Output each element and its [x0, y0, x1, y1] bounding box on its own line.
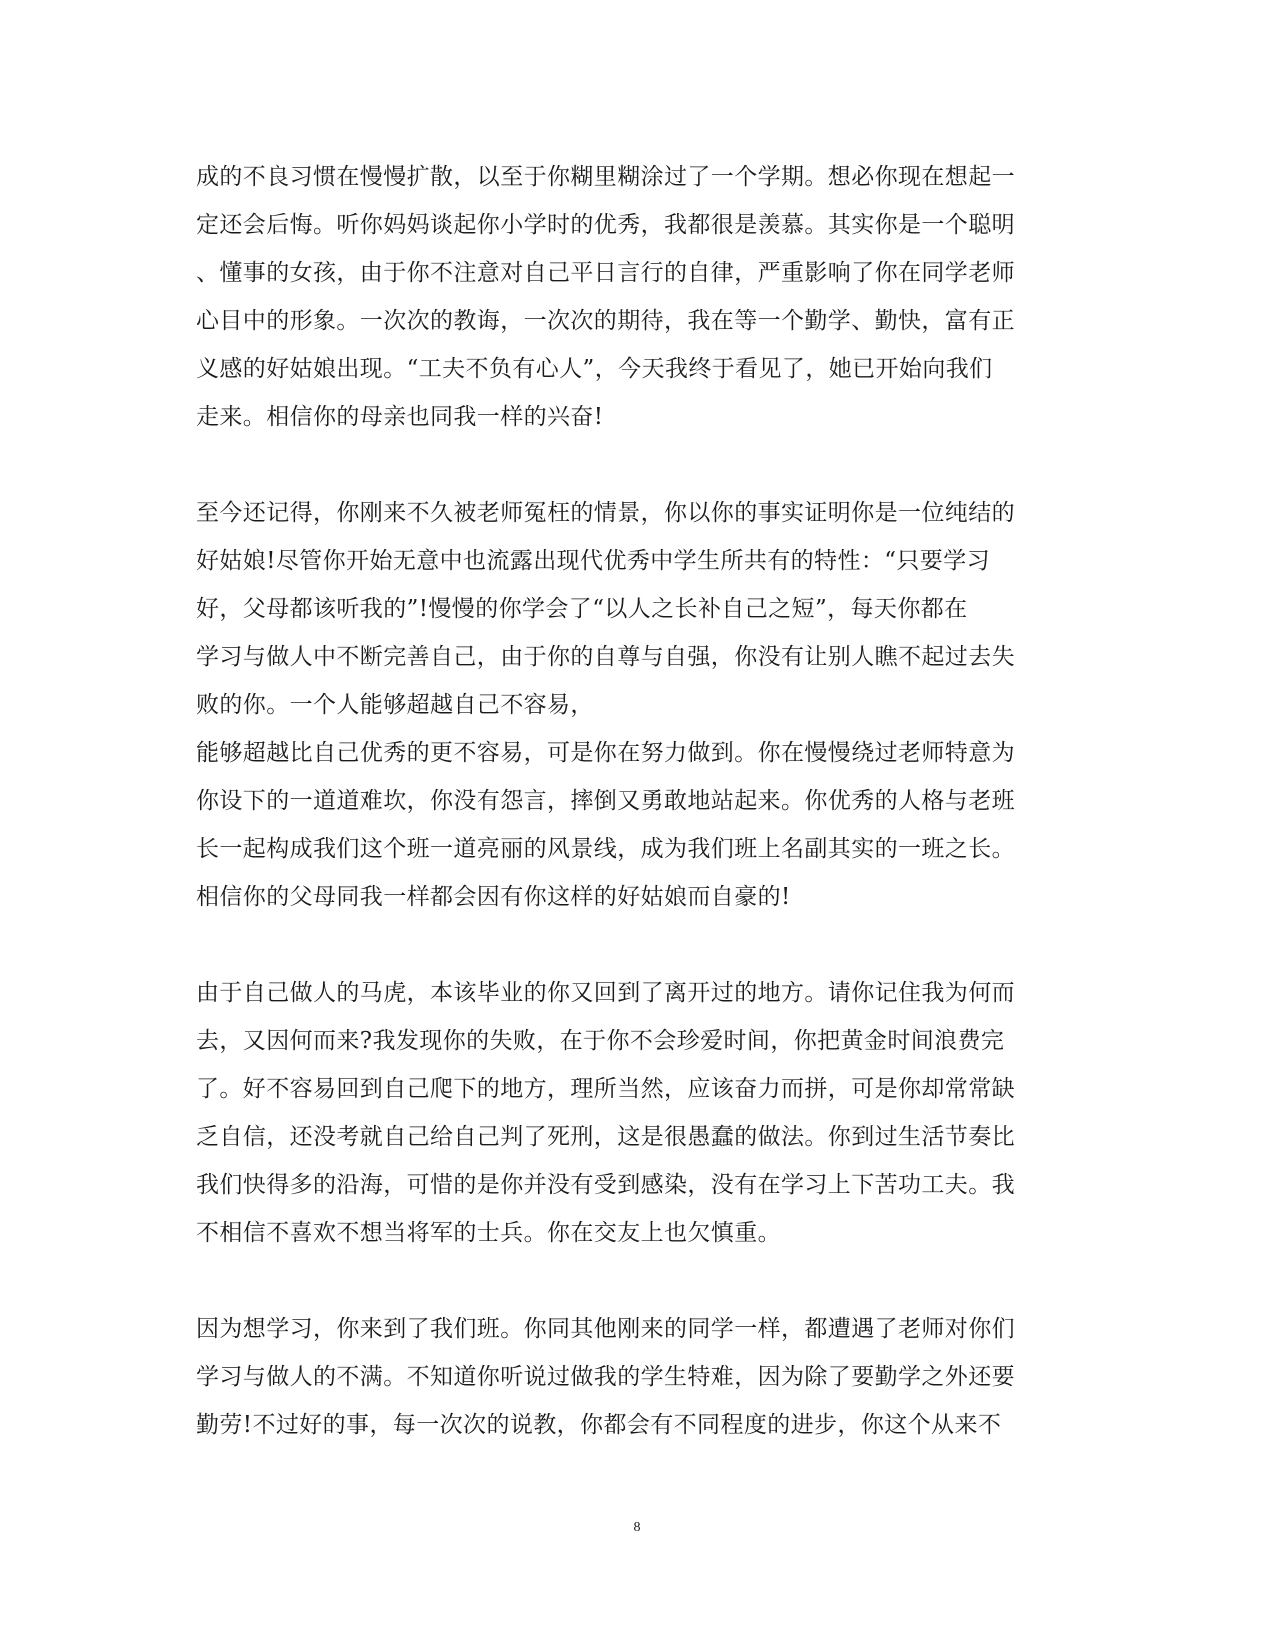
paragraph-1 — [196, 153, 1076, 441]
text-line: 至今还记得，你刚来不久被老师冤枉的情景，你以你的事实证明你是一位纯结的 — [196, 500, 1015, 526]
paragraph-3 — [196, 969, 1076, 1257]
text-line: 我们快得多的沿海，可惜的是你并没有受到感染，没有在学习上下苦功工夫。我 — [196, 1172, 1015, 1198]
paragraph-gap — [196, 441, 1076, 489]
paragraph-gap — [196, 921, 1076, 969]
text-line: 学习与做人的不满。不知道你听说过做我的学生特难，因为除了要勤学之外还要 — [196, 1364, 1015, 1390]
text-line: 能够超越比自己优秀的更不容易，可是你在努力做到。你在慢慢绕过老师特意为 — [196, 740, 1015, 766]
text-line: 定还会后悔。听你妈妈谈起你小学时的优秀，我都很是羡慕。其实你是一个聪明 — [196, 212, 1015, 238]
text-line: 乏自信，还没考就自己给自己判了死刑，这是很愚蠢的做法。你到过生活节奏比 — [196, 1124, 1015, 1150]
text-line: 学习与做人中不断完善自己，由于你的自尊与自强，你没有让别人瞧不起过去失 — [196, 644, 1015, 670]
text-line: 走来。相信你的母亲也同我一样的兴奋! — [196, 404, 604, 430]
text-line: 因为想学习，你来到了我们班。你同其他刚来的同学一样，都遭遇了老师对你们 — [196, 1316, 1015, 1342]
text-line: 勤劳!不过好的事，每一次次的说教，你都会有不同程度的进步，你这个从来不 — [196, 1412, 1002, 1438]
text-line: 长一起构成我们这个班一道亮丽的风景线，成为我们班上名副其实的一班之长。 — [196, 836, 1015, 862]
page-number: 8 — [633, 1520, 641, 1535]
text-line: 不相信不喜欢不想当将军的士兵。你在交友上也欠慎重。 — [196, 1220, 781, 1246]
text-line: 成的不良习惯在慢慢扩散，以至于你糊里糊涂过了一个学期。想必你现在想起一 — [196, 164, 1015, 190]
paragraph-gap — [196, 1257, 1076, 1305]
text-line: 义感的好姑娘出现。“工夫不负有心人”，今天我终于看见了，她已开始向我们 — [196, 356, 993, 382]
text-line: 去，又因何而来?我发现你的失败，在于你不会珍爱时间，你把黄金时间浪费完 — [196, 1028, 1005, 1054]
text-line: 你设下的一道道难坎，你没有怨言，摔倒又勇敢地站起来。你优秀的人格与老班 — [196, 788, 1015, 814]
text-line: 由于自己做人的马虎，本该毕业的你又回到了离开过的地方。请你记住我为何而 — [196, 980, 1015, 1006]
text-line: 、懂事的女孩，由于你不注意对自己平日言行的自律，严重影响了你在同学老师 — [196, 260, 1015, 286]
text-line: 了。好不容易回到自己爬下的地方，理所当然，应该奋力而拼，可是你却常常缺 — [196, 1076, 1015, 1102]
text-line: 好姑娘!尽管你开始无意中也流露出现代优秀中学生所共有的特性：“只要学习 — [196, 548, 991, 574]
body-text — [196, 153, 1076, 1449]
text-line: 败的你。一个人能够超越自己不容易， — [196, 692, 594, 718]
paragraph-4 — [196, 1305, 1076, 1449]
text-line: 相信你的父母同我一样都会因有你这样的好姑娘而自豪的! — [196, 884, 791, 910]
paragraph-2 — [196, 489, 1076, 921]
text-line: 好，父母都该听我的”!慢慢的你学会了“以人之长补自己之短”，每天你都在 — [196, 596, 968, 622]
text-line: 心目中的形象。一次次的教诲，一次次的期待，我在等一个勤学、勤快，富有正 — [196, 308, 1015, 334]
